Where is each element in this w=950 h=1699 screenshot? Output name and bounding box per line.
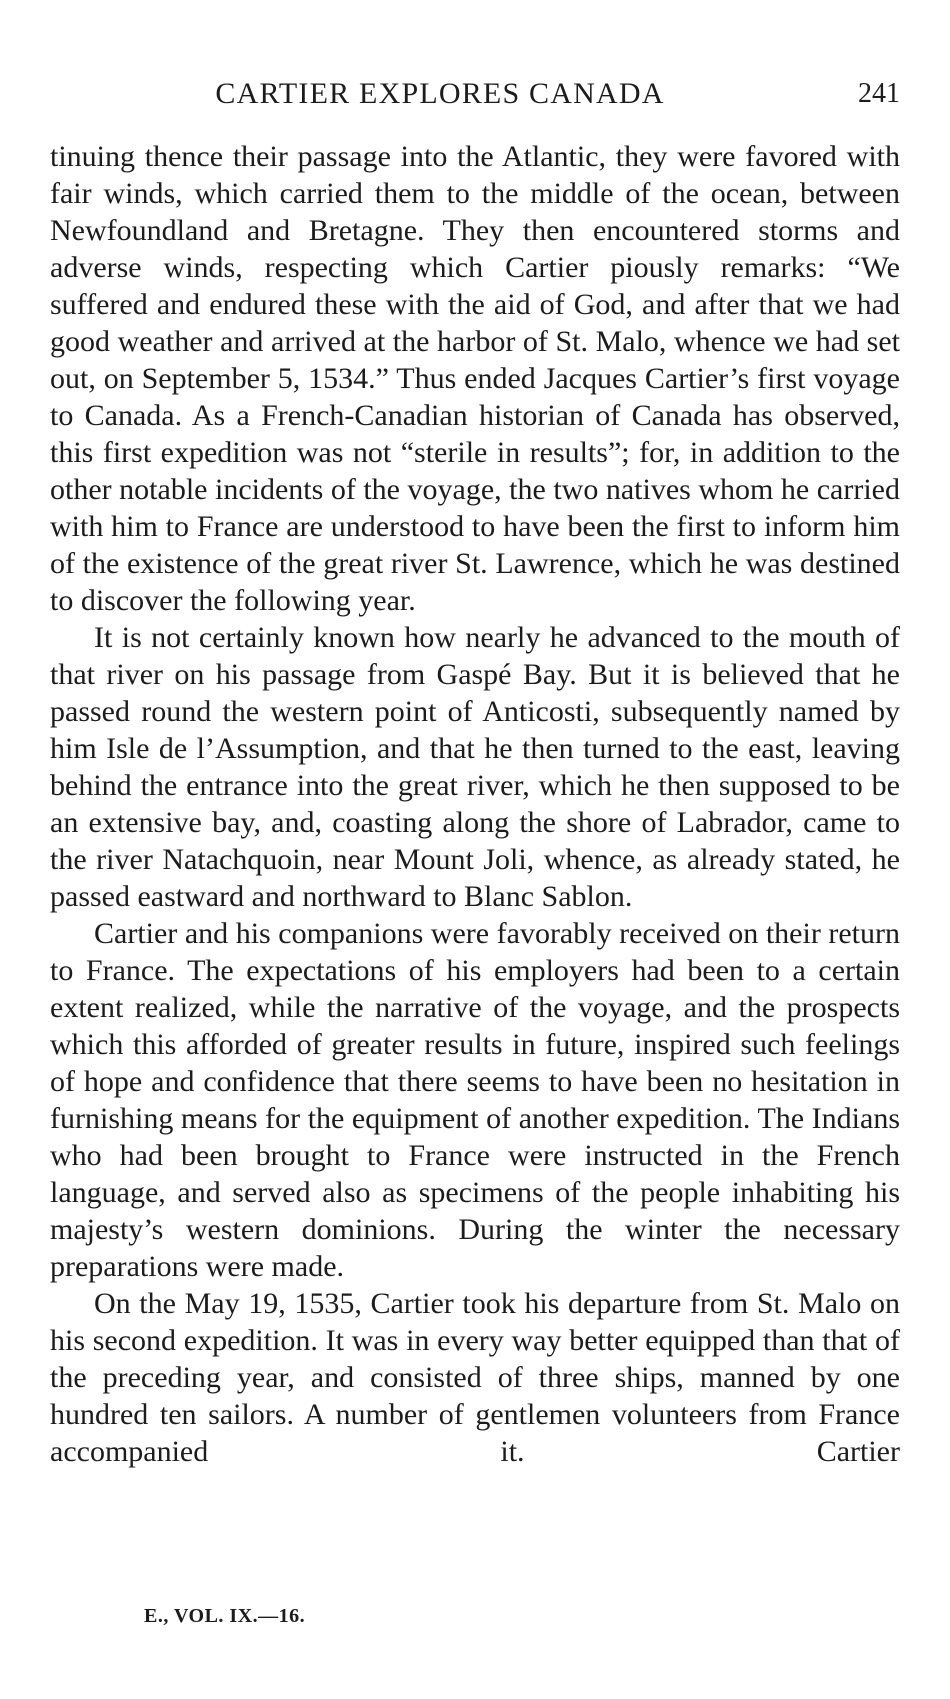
running-title: CARTIER EXPLORES CANADA <box>215 77 665 110</box>
paragraph-anticosti: It is not certainly known how nearly he advanced to the mouth of that river on his passage from Gaspé Bay. But it is believed that he passed round the western point of Anticosti, subsequently named by him Isle de l’Assumption, and that he then turned to the east, leaving behind the entrance into the great river, which he then supposed to be an extensive bay, and, coasting along the shore of Labrador, came to the river Natachquoin, near Mount Joli, whence, as already stated, he passed eastward and northward to Blanc Sablon. <box>50 621 900 913</box>
book-page <box>50 0 900 1699</box>
paragraph-continuation: tinuing thence their passage into the Atlantic, they were favored with fair winds, which carried them to the middle of the ocean, between Newfoundland and Bretagne. They then encountered storms and adverse winds, respecting which Cartier piously remarks: “We suffered and endured these with the aid of God, and after that we had good weather and arrived at the harbor of St. Malo, whence we had set out, on September 5, 1534.” Thus ended Jacques Cartier’s first voyage to Canada. As a French-Canadian historian of Canada has observed, this first expedition was not “sterile in results”; for, in addition to the other notable incidents of the voyage, the two natives whom he carried with him to France are understood to have been the first to inform him of the existence of the great river St. Lawrence, which he was destined to discover the following year. <box>50 140 900 617</box>
page-number: 241 <box>858 78 900 109</box>
paragraph-return-to-france: Cartier and his companions were favorably received on their return to France. The expectations of his employers had been to a certain extent realized, while the narrative of the voyage, and the prospects which this afforded of greater results in future, inspired such feelings of hope and confidence that there seems to have been no hesitation in furnishing means for the equipment of another expedition. The Indians who had been brought to France were instructed in the French language, and served also as specimens of the people inhabiting his majesty’s western dominions. During the winter the necessary preparations were made. <box>50 917 900 1283</box>
signature-mark: E., VOL. IX.—16. <box>144 1605 306 1627</box>
running-head <box>50 74 900 114</box>
paragraph-second-expedition: On the May 19, 1535, Cartier took his departure from St. Malo on his second expedition. It was in every way better equipped than that of the preceding year, and consisted of three ships, manned by one hundred ten sailors. A number of gentlemen volunteers from France accompanied it. Cartier <box>50 1287 900 1468</box>
body-text <box>50 138 900 1470</box>
